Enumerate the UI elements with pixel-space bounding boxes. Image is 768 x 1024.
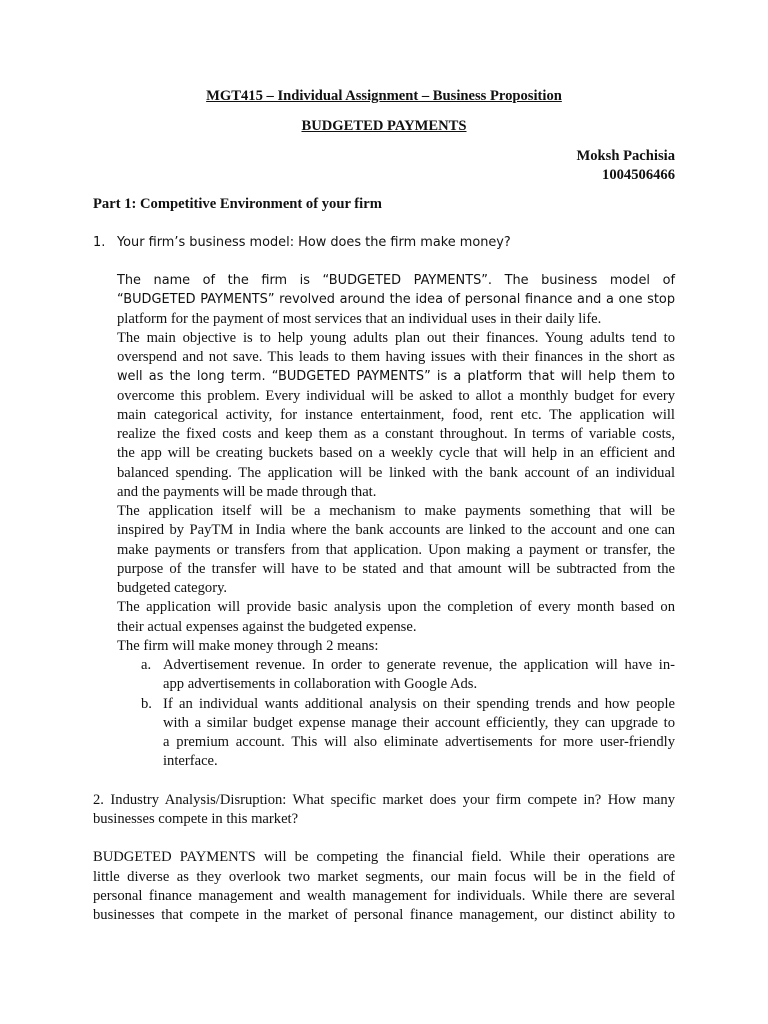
answer-line: budgeted category. (117, 580, 228, 596)
question-1-number: 1. (93, 235, 106, 250)
question-2-line: businesses compete in this market? (93, 811, 299, 827)
answer-line: make payments or transfers from that application. Upon making a payment or transfer, the (117, 542, 675, 558)
answer-line: platform for the payment of most services that an individual uses in their daily life. (117, 311, 602, 327)
answer-line: and the payments will be made through that. (117, 484, 377, 500)
answer-line: their actual expenses against the budgeted expense. (117, 619, 417, 635)
list-item-b-line: a premium account. This will also eliminate advertisements for more user-friendly (163, 734, 675, 750)
answer-line: The firm will make money through 2 means: (117, 638, 379, 654)
answer-line: overspend and not save. This leads to them having issues with their finances in the short as (117, 349, 675, 365)
student-id: 1004506466 (602, 167, 675, 183)
question-2-answer-line: personal finance management and wealth management for individuals. While there are several (93, 888, 675, 904)
answer-line: realize the fixed costs and keep them as a constant throughout. In terms of variable costs, (117, 426, 675, 442)
part1-heading: Part 1: Competitive Environment of your firm (93, 196, 382, 212)
answer-line: inspired by PayTM in India where the bank accounts are linked to the account and one can (117, 522, 675, 538)
answer-line: overcome this problem. Every individual will be asked to allot a monthly budget for every (117, 388, 675, 404)
answer-line: well as the long term. “BUDGETED PAYMENTS” is a platform that will help them to (117, 369, 675, 384)
answer-line: purpose of the transfer will have to be stated and that amount will be subtracted from the (117, 561, 675, 577)
list-item-a-line: app advertisements in collaboration with Google Ads. (163, 676, 478, 692)
list-item-a-line: Advertisement revenue. In order to generate revenue, the application will have in- (163, 657, 675, 673)
list-marker-a: a. (141, 657, 152, 673)
answer-line: balanced spending. The application will be linked with the bank account of an individual (117, 465, 675, 481)
answer-line: The application will provide basic analysis upon the completion of every month based on (117, 599, 675, 615)
list-item-b-line: interface. (163, 753, 218, 769)
list-marker-b: b. (141, 696, 152, 712)
answer-line: The name of the firm is “BUDGETED PAYMENTS”. The business model of (117, 273, 675, 288)
question-2-line: 2. Industry Analysis/Disruption: What specific market does your firm compete in? How many (93, 792, 675, 808)
question-1-text: Your firm’s business model: How does the firm make money? (117, 235, 511, 250)
answer-line: “BUDGETED PAYMENTS” revolved around the idea of personal finance and a one stop (117, 292, 675, 307)
document-subtitle: BUDGETED PAYMENTS (301, 118, 467, 134)
question-2-answer-line: little diverse as they overlook two market segments, our main focus will be in the field of (93, 869, 675, 885)
answer-line: the app will be creating buckets based on a weekly cycle that will help in an efficient and (117, 445, 675, 461)
question-2-answer-line: businesses that compete in the market of personal finance management, our distinct ability to (93, 907, 675, 923)
answer-line: The main objective is to help young adults plan out their finances. Young adults tend to (117, 330, 675, 346)
answer-line: The application itself will be a mechanism to make payments something that will be (117, 503, 675, 519)
list-item-b-line: If an individual wants additional analysis on their spending trends and how people (163, 696, 675, 712)
author-name: Moksh Pachisia (576, 148, 675, 164)
list-item-b-line: with a similar budget expense manage their account efficiently, they can upgrade to (163, 715, 675, 731)
answer-line: main categorical activity, for instance entertainment, food, rent etc. The application will (117, 407, 675, 423)
question-2-answer-line: BUDGETED PAYMENTS will be competing the financial field. While their operations are (93, 849, 675, 865)
document-title: MGT415 – Individual Assignment – Business Proposition (206, 88, 562, 104)
